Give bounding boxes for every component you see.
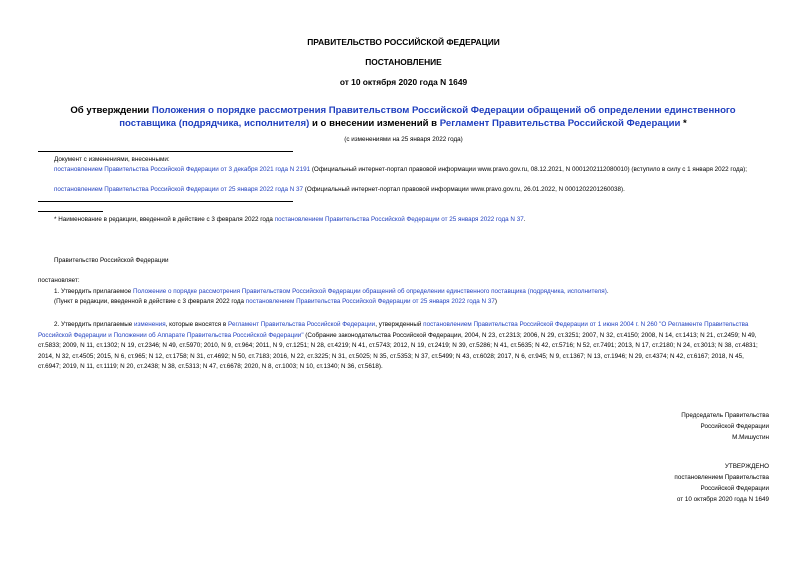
changes-link-2191[interactable]: постановлением Правительства Российской Федерации от 3 декабря 2021 года N 2191 — [54, 166, 311, 173]
document-title — [58, 104, 748, 130]
footnote-divider — [38, 211, 103, 212]
changes-item-1 — [54, 165, 766, 176]
document-type: ПОСТАНОВЛЕНИЕ — [365, 57, 442, 67]
paragraph-1-prefix: 1. Утвердить прилагаемое — [54, 288, 133, 295]
signature-name: М.Мишустин — [732, 434, 769, 441]
paragraph-2-link-260[interactable]: постановлением Правительства Российской Федерации от 1 июня 2004 г. N 260 "О Регламенте Правительства Российской Федерации и Положении об Аппарате Правительства Российской Федерации" — [38, 321, 749, 339]
title-prefix: Об утверждении — [70, 105, 152, 116]
title-middle: и о внесении изменений в — [309, 118, 440, 129]
approved-block — [674, 461, 769, 505]
footnote-link-37[interactable]: постановлением Правительства Российской Федерации от 25 января 2022 года N 37 — [274, 216, 524, 223]
paragraph-2-link-changes[interactable]: изменения — [134, 321, 166, 328]
footnote-end: . — [523, 216, 526, 223]
signature-line-1: Председатель Правительства — [681, 412, 769, 419]
changes-item-2-text: (Официальный интернет-портал правовой информации www.pravo.gov.ru, 26.01.2022, N 0001202201260038). — [303, 186, 625, 193]
changes-intro: Документ с изменениями, внесенными: — [54, 156, 170, 163]
amended-note: (с изменениями на 25 января 2022 года) — [344, 136, 463, 143]
footnote — [54, 215, 766, 226]
paragraph-2-d: (Собрание законодательства Российской Федерации, 2004, N 23, ст.2313; 2006, N 29, ст.3251; 2007, N 32, ст.4150; 2008, N 14, ст.1413; N 21, ст.2459; N 49, ст.5833; 2009, N 11, ст.1302; N 19, ст.2346; N 49, ст.5970; 2010, N 9, ст.964; 2011, N 9, ст.1251; N 28, ст.4219; N 41, ст.5743; 2012, N 19, ст.2419; N 39, ст.5286; N 41, ст.5635; N 42, ст.5716; N 52, ст.7491; 2013, N 17, ст.2180; N 24, ст.3013; N 38, ст.4831; 2014, N 32, ст.4505; 2015, N 6, ст.965; N 12, ст.1758; N 31, ст.4692; N 50, ст.7183; 2016, N 22, ст.3225; N 31, ст.5025; N 35, ст.5353; N 37, ст.5499; N 43, ст.6028; 2017, N 6, ст.945; N 9, ст.1367; N 13, ст.1946; N 29, ст.4374; N 42, ст.6167; 2018, N 45, ст.6947; 2019, N 11, ст.1119; N 20, ст.2438; N 38, ст.5313; N 47, ст.6678; 2020, N 8, ст.1003; N 10, ст.1340; N 36, ст.5618). — [38, 331, 758, 371]
paragraph-1-end: . — [606, 288, 609, 295]
paragraph-1-link[interactable]: Положение о порядке рассмотрения Правительством Российской Федерации обращений об определении единственного поставщика (подрядчика, исполнителя) — [132, 288, 607, 295]
government-name: Правительство Российской Федерации — [54, 257, 169, 264]
divider — [38, 151, 293, 152]
signature-line-2: Российской Федерации — [700, 423, 769, 430]
title-link-regulation[interactable]: Положения о порядке рассмотрения Правительством Российской Федерации обращений об определении единственного поставщика (подрядчика, исполнителя) — [119, 105, 736, 129]
paragraph-2-b: , которые вносятся в — [165, 321, 229, 328]
government-heading: ПРАВИТЕЛЬСТВО РОССИЙСКОЙ ФЕДЕРАЦИИ — [307, 37, 500, 47]
paragraph-2-a: 2. Утвердить прилагаемые — [54, 321, 134, 328]
changes-item-1-text: (Официальный интернет-портал правовой информации www.pravo.gov.ru, 08.12.2021, N 0001202112080010) (вступило в силу с 1 января 2022 года); — [310, 166, 747, 173]
divider — [38, 201, 293, 202]
title-link-reglament[interactable]: Регламент Правительства Российской Федерации — [439, 118, 681, 129]
paragraph-1 — [54, 287, 766, 298]
paragraph-2-link-reglament[interactable]: Регламент Правительства Российской Федерации — [228, 321, 376, 328]
paragraph-2-c: , утвержденный — [375, 321, 424, 328]
footnote-text: * Наименование в редакции, введенной в действие с 3 февраля 2022 года — [54, 216, 275, 223]
signature-block — [681, 410, 769, 443]
approved-line-1: УТВЕРЖДЕНО — [724, 463, 769, 470]
paragraph-2 — [38, 320, 768, 373]
resolves-text: постановляет: — [38, 277, 80, 284]
document-date-number: от 10 октября 2020 года N 1649 — [339, 77, 468, 87]
paragraph-1-note-prefix: (Пункт в редакции, введенной в действие с 3 февраля 2022 года — [54, 298, 246, 305]
approved-line-3: Российской Федерации — [700, 485, 769, 492]
title-suffix: * — [680, 118, 687, 129]
changes-link-37[interactable]: постановлением Правительства Российской Федерации от 25 января 2022 года N 37 — [54, 186, 304, 193]
approved-line-4: от 10 октября 2020 года N 1649 — [676, 496, 769, 503]
approved-line-2: постановлением Правительства — [674, 474, 769, 481]
paragraph-1-note-link[interactable]: постановлением Правительства Российской Федерации от 25 января 2022 года N 37 — [245, 298, 495, 305]
changes-item-2 — [54, 185, 766, 196]
paragraph-1-note-end: ) — [494, 298, 497, 305]
paragraph-1-note — [54, 297, 766, 308]
